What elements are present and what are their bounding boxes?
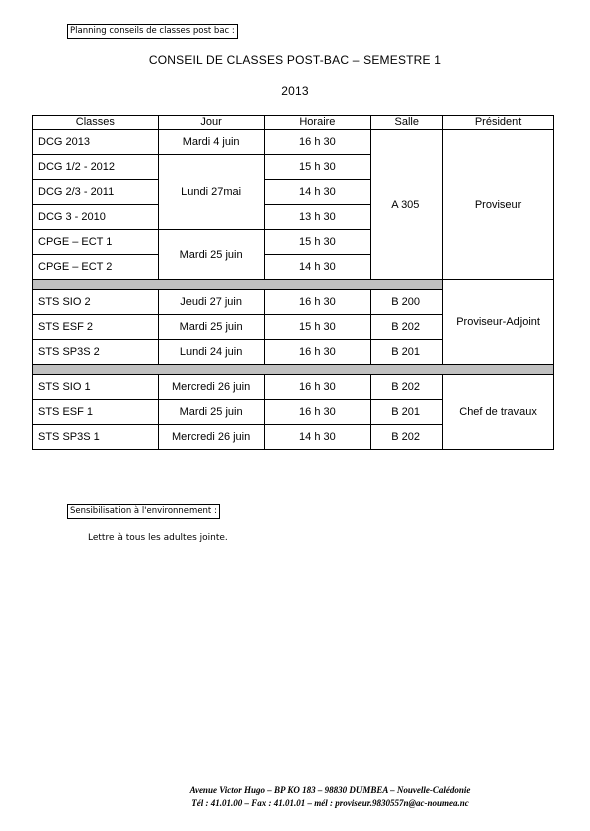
- class-cell: STS SIO 2: [33, 290, 159, 315]
- time-cell: 14 h 30: [264, 255, 371, 280]
- class-cell: DCG 1/2 - 2012: [33, 155, 159, 180]
- room-cell: B 202: [371, 375, 443, 400]
- table-row: [33, 130, 554, 155]
- time-cell: 14 h 30: [264, 180, 371, 205]
- room-cell: B 201: [371, 340, 443, 365]
- separator-cell: [33, 365, 554, 375]
- day-cell: Mercredi 26 juin: [158, 425, 264, 450]
- day-cell: Mercredi 26 juin: [158, 375, 264, 400]
- time-cell: 16 h 30: [264, 340, 371, 365]
- page-year: 2013: [281, 84, 309, 98]
- environment-note: Lettre à tous les adultes jointe.: [88, 533, 228, 543]
- column-header: Salle: [371, 116, 443, 130]
- day-cell: Mardi 25 juin: [158, 400, 264, 425]
- day-cell: Mardi 25 juin: [158, 230, 264, 280]
- footer-contact: Tél : 41.01.00 – Fax : 41.01.01 – mél : proviseur.9830557n@ac-noumea.nc: [191, 798, 469, 808]
- time-cell: 16 h 30: [264, 130, 371, 155]
- schedule-table: [32, 115, 554, 450]
- room-cell: B 200: [371, 290, 443, 315]
- room-cell: A 305: [371, 130, 443, 280]
- room-cell: B 202: [371, 315, 443, 340]
- class-cell: STS SP3S 1: [33, 425, 159, 450]
- separator-row: [33, 365, 554, 375]
- time-cell: 15 h 30: [264, 230, 371, 255]
- column-header: Président: [443, 116, 554, 130]
- day-cell: Mardi 25 juin: [158, 315, 264, 340]
- separator-row: [33, 280, 554, 290]
- class-cell: DCG 2013: [33, 130, 159, 155]
- class-cell: STS SP3S 2: [33, 340, 159, 365]
- class-cell: STS ESF 1: [33, 400, 159, 425]
- column-header: Classes: [33, 116, 159, 130]
- planning-label: Planning conseils de classes post bac :: [67, 24, 238, 39]
- room-cell: B 201: [371, 400, 443, 425]
- time-cell: 15 h 30: [264, 155, 371, 180]
- class-cell: DCG 2/3 - 2011: [33, 180, 159, 205]
- environment-label: Sensibilisation à l'environnement :: [67, 504, 220, 519]
- footer-address: Avenue Victor Hugo – BP KO 183 – 98830 DUMBEA – Nouvelle-Calédonie: [189, 785, 471, 795]
- time-cell: 14 h 30: [264, 425, 371, 450]
- class-cell: DCG 3 - 2010: [33, 205, 159, 230]
- time-cell: 16 h 30: [264, 290, 371, 315]
- column-header: Jour: [158, 116, 264, 130]
- president-cell: Proviseur-Adjoint: [443, 280, 554, 365]
- day-cell: Mardi 4 juin: [158, 130, 264, 155]
- time-cell: 16 h 30: [264, 375, 371, 400]
- table-header-row: [33, 116, 554, 130]
- president-cell: Chef de travaux: [443, 375, 554, 450]
- table-row: [33, 375, 554, 400]
- page-title: CONSEIL DE CLASSES POST-BAC – SEMESTRE 1: [148, 53, 442, 67]
- day-cell: Lundi 27mai: [158, 155, 264, 230]
- day-cell: Jeudi 27 juin: [158, 290, 264, 315]
- time-cell: 13 h 30: [264, 205, 371, 230]
- time-cell: 16 h 30: [264, 400, 371, 425]
- president-cell: Proviseur: [443, 130, 554, 280]
- separator-cell: [33, 280, 443, 290]
- day-cell: Lundi 24 juin: [158, 340, 264, 365]
- class-cell: CPGE – ECT 1: [33, 230, 159, 255]
- class-cell: CPGE – ECT 2: [33, 255, 159, 280]
- room-cell: B 202: [371, 425, 443, 450]
- time-cell: 15 h 30: [264, 315, 371, 340]
- class-cell: STS SIO 1: [33, 375, 159, 400]
- class-cell: STS ESF 2: [33, 315, 159, 340]
- column-header: Horaire: [264, 116, 371, 130]
